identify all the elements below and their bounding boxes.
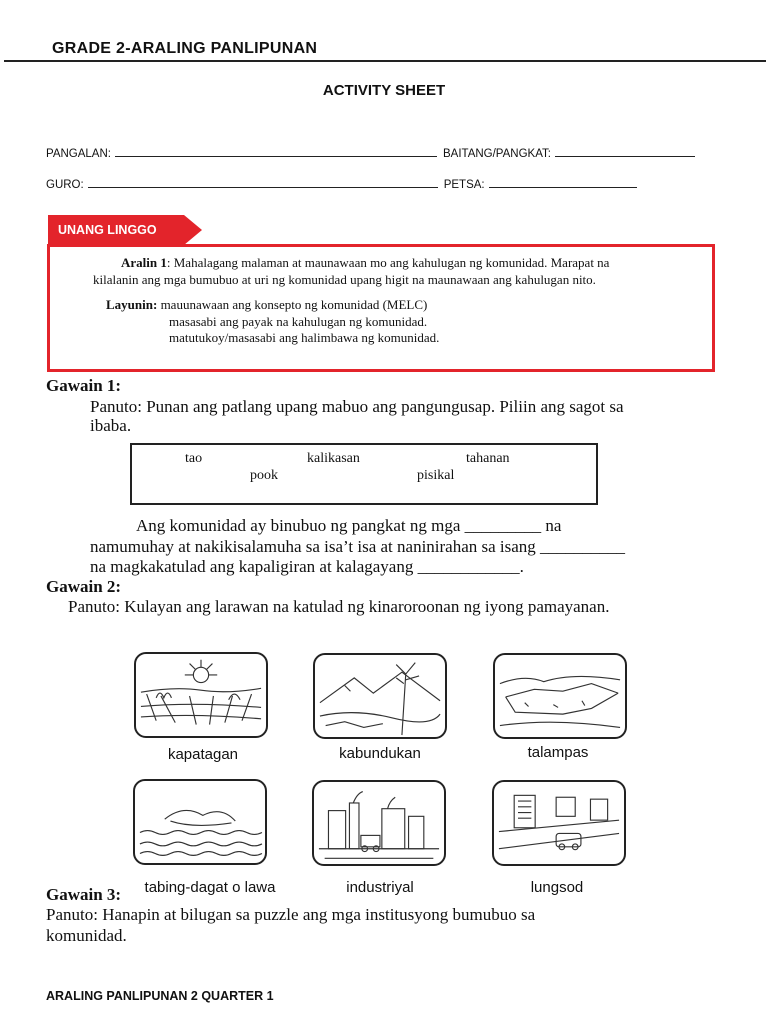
aralin-text: : Mahalagang malaman at maunawaan mo ang kahulugan ng komunidad. Marapat na	[166, 255, 610, 270]
picture-label: kabundukan	[339, 745, 421, 762]
date-label: PETSA:	[443, 179, 485, 191]
fill-sentence-line-3: na magkakatulad ang kapaligiran at kalagayang ____________.	[90, 557, 524, 576]
picture-label: lungsod	[530, 879, 584, 896]
sheet-title: ACTIVITY SHEET	[322, 82, 446, 99]
gawain-1-instructions: Panuto: Punan ang patlang upang mabuo ang pangungusap. Piliin ang sagot sa	[90, 397, 624, 416]
gawain-3-instructions: Panuto: Hanapin at bilugan sa puzzle ang mga institusyong bumubuo sa	[46, 905, 536, 924]
word-bank-item: pook	[250, 468, 278, 483]
plains-icon[interactable]	[134, 652, 268, 738]
word-bank-item: tahanan	[466, 451, 510, 466]
picture-label: industriyal	[346, 879, 414, 896]
fill-sentence-line-1: Ang komunidad ay binubuo ng pangkat ng mga _________ na	[136, 516, 562, 535]
gawain-1-instructions-cont: ibaba.	[90, 416, 132, 435]
document-footer: ARALING PANLIPUNAN 2 QUARTER 1	[46, 989, 274, 1003]
seaside-icon[interactable]	[133, 779, 267, 865]
banner-arrow-shape	[184, 215, 202, 245]
layunin-line-1	[106, 296, 427, 313]
teacher-row	[46, 177, 643, 191]
city-icon[interactable]	[492, 780, 626, 866]
aralin-line-1	[121, 254, 609, 271]
fill-sentence-line-2: namumuhay at nakikisalamuha sa isa’t isa at naninirahan sa isang __________	[90, 537, 626, 556]
word-bank-item: kalikasan	[307, 451, 360, 466]
aralin-label: Aralin 1	[121, 255, 167, 270]
gawain-1-title: Gawain 1:	[46, 376, 122, 395]
mountains-icon[interactable]	[313, 653, 447, 739]
name-row	[46, 146, 701, 160]
layunin-item-1: mauunawaan ang konsepto ng komunidad (MELC)	[160, 297, 428, 312]
layunin-item-2: masasabi ang payak na kahulugan ng komunidad.	[169, 314, 428, 329]
word-bank-item: tao	[185, 451, 203, 466]
gawain-2-instructions: Panuto: Kulayan ang larawan na katulad ng kinaroroonan ng iyong pamayanan.	[68, 597, 610, 616]
picture-label: tabing-dagat o lawa	[144, 879, 276, 896]
plateau-icon[interactable]	[493, 653, 627, 739]
date-blank[interactable]	[489, 177, 637, 188]
picture-label: kapatagan	[167, 746, 239, 763]
name-label: PANGALAN:	[46, 148, 111, 160]
factory-icon[interactable]	[312, 780, 446, 866]
grade-section-blank[interactable]	[555, 146, 695, 157]
aralin-line-2: kilalanin ang mga bumubuo at uri ng komunidad upang higit na maunawaan ang kahulugan nito.	[93, 272, 596, 287]
name-blank[interactable]	[115, 146, 437, 157]
gawain-2-title: Gawain 2:	[46, 577, 122, 596]
layunin-label: Layunin:	[106, 297, 158, 312]
gawain-3-instructions-cont: komunidad.	[46, 926, 127, 945]
header-divider	[4, 60, 766, 62]
week-banner: UNANG LINGGO	[48, 215, 184, 245]
teacher-label: GURO:	[46, 179, 84, 191]
teacher-blank[interactable]	[88, 177, 438, 188]
layunin-item-3: matutukoy/masasabi ang halimbawa ng komunidad.	[169, 330, 440, 345]
grade-section-label: BAITANG/PANGKAT:	[442, 148, 551, 160]
picture-label: talampas	[527, 744, 589, 761]
gawain-3-title: Gawain 3:	[46, 885, 122, 904]
word-bank-item: pisikal	[417, 468, 455, 483]
document-header-title: GRADE 2-ARALING PANLIPUNAN	[52, 40, 318, 57]
